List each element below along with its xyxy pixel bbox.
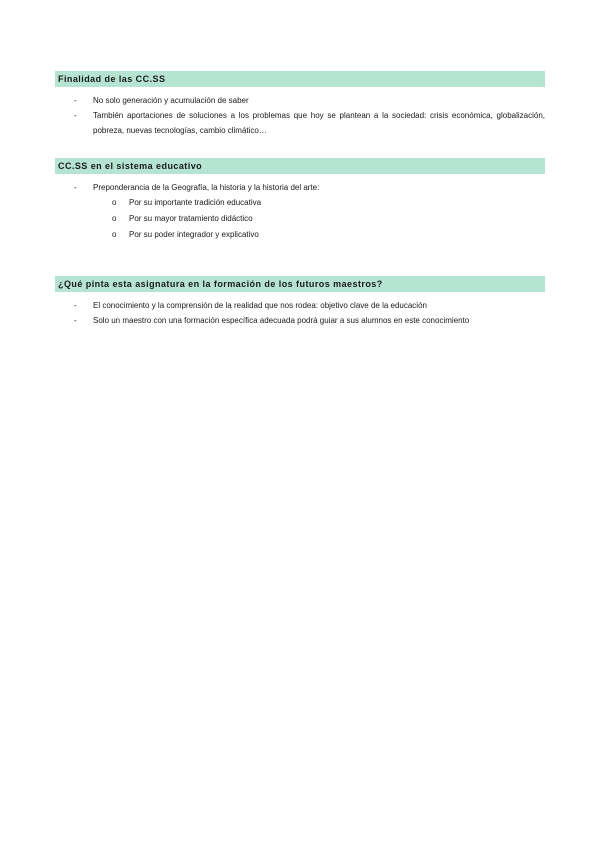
dash-marker: - <box>74 183 77 192</box>
list-item-text: Preponderancia de la Geografía, la historia y la historia del arte: <box>93 183 320 192</box>
list-item <box>55 108 545 138</box>
bullet-list <box>55 298 545 328</box>
circle-marker: o <box>112 214 117 223</box>
sub-list-item-text: Por su importante tradición educativa <box>129 198 262 207</box>
sub-list-item-text: Por su mayor tratamiento didáctico <box>129 214 253 223</box>
sub-list-item-text: Por su poder integrador y explicativo <box>129 230 259 239</box>
list-item <box>55 298 545 313</box>
sub-list-item <box>55 227 545 243</box>
section-heading: ¿Qué pinta esta asignatura en la formación de los futuros maestros? <box>55 276 545 292</box>
section-heading: CC.SS en el sistema educativo <box>55 158 545 174</box>
circle-marker: o <box>112 230 117 239</box>
list-item-text: También aportaciones de soluciones a los problemas que hoy se plantean a la sociedad: crisis económica, globalización, pobreza, nuevas tecnologías, cambio climático… <box>93 111 545 135</box>
circle-marker: o <box>112 198 117 207</box>
sub-list <box>93 195 545 243</box>
sub-list-item <box>55 195 545 211</box>
section-heading: Finalidad de las CC.SS <box>55 71 545 87</box>
dash-marker: - <box>74 96 77 105</box>
dash-marker: - <box>74 111 77 120</box>
list-item <box>55 93 545 108</box>
list-item-text: El conocimiento y la comprensión de la realidad que nos rodea: objetivo clave de la educación <box>93 301 427 310</box>
bullet-list <box>55 93 545 138</box>
section-finalidad <box>55 71 545 138</box>
list-item <box>55 180 545 243</box>
list-item <box>55 313 545 328</box>
sub-list-item <box>55 211 545 227</box>
dash-marker: - <box>74 316 77 325</box>
dash-marker: - <box>74 301 77 310</box>
list-item-text: No solo generación y acumulación de saber <box>93 96 249 105</box>
section-formacion-maestros <box>55 276 545 328</box>
bullet-list <box>55 180 545 243</box>
list-item-text: Solo un maestro con una formación específica adecuada podrá guiar a sus alumnos en este conocimiento <box>93 316 470 325</box>
section-sistema-educativo <box>55 158 545 243</box>
